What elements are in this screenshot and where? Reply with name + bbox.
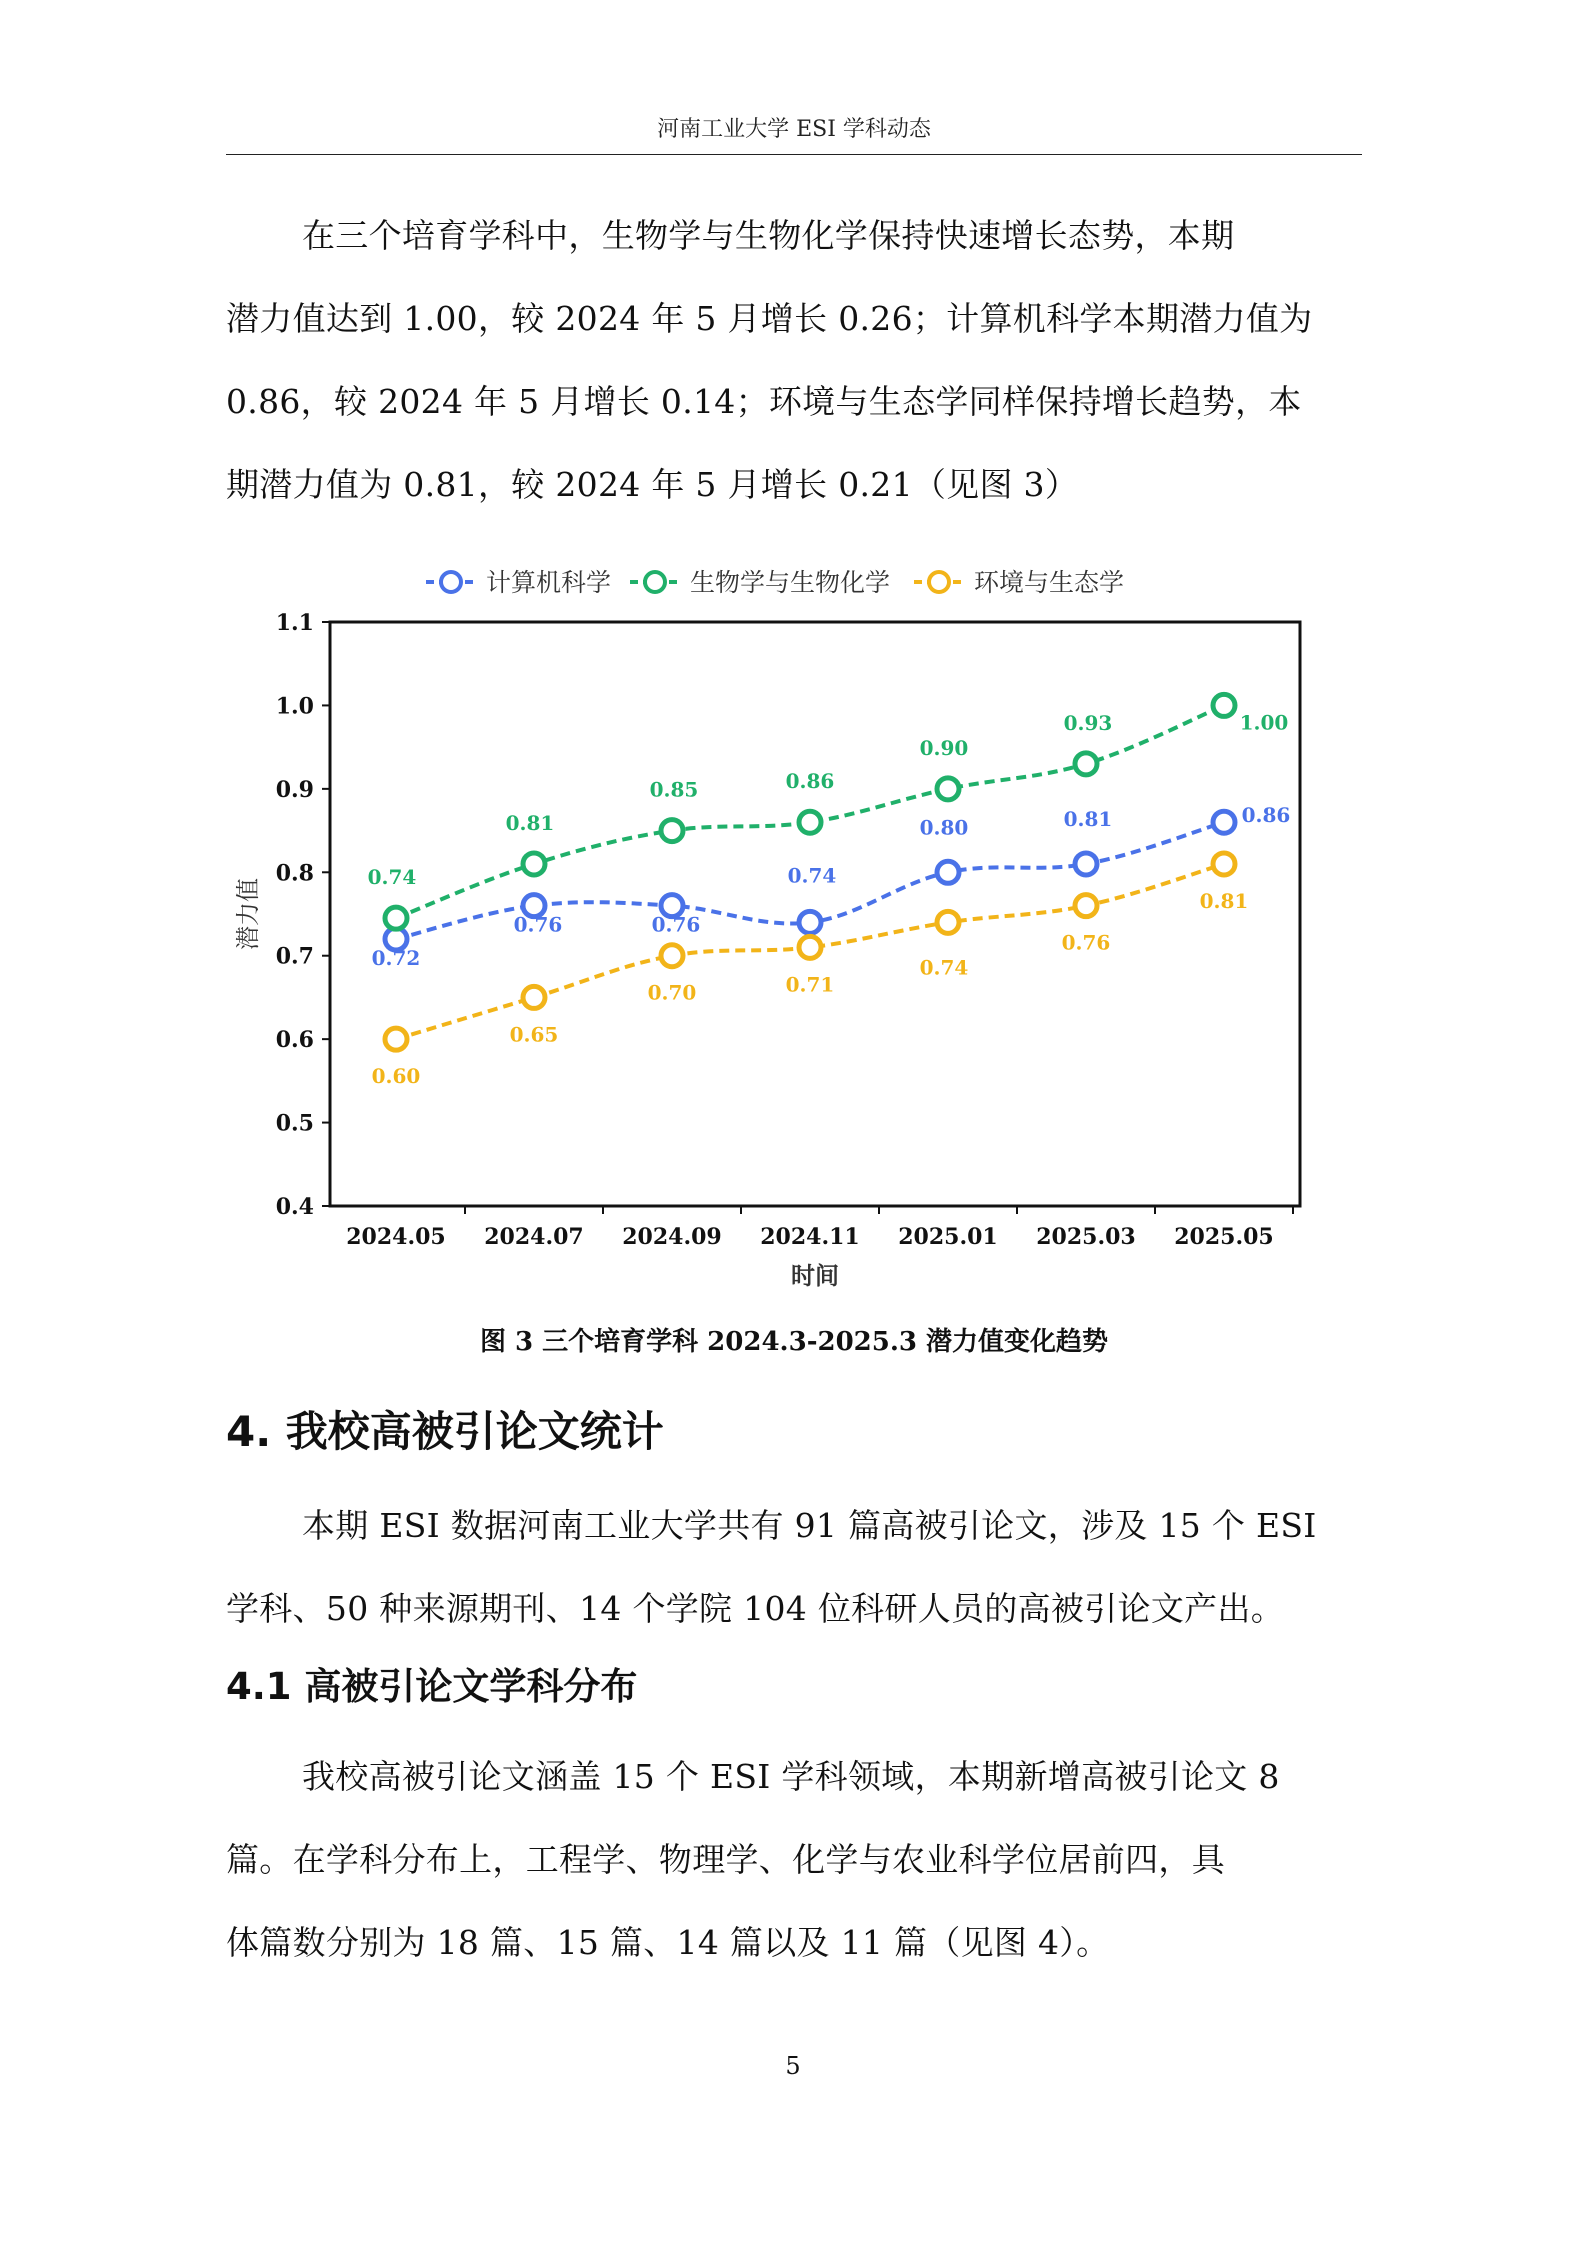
data-label: 0.76 bbox=[513, 912, 563, 937]
data-point bbox=[937, 911, 959, 933]
y-tick-label: 0.6 bbox=[275, 1027, 314, 1054]
data-label: 0.81 bbox=[1063, 806, 1113, 831]
paragraph-highly-cited-stats bbox=[226, 1484, 1362, 1650]
y-tick-label: 0.5 bbox=[275, 1110, 314, 1137]
data-label: 0.74 bbox=[787, 863, 837, 888]
paragraph-line: 本期 ESI 数据河南工业大学共有 91 篇高被引论文，涉及 15 个 ESI bbox=[302, 1506, 1317, 1545]
data-point bbox=[1075, 895, 1097, 917]
data-label: 0.60 bbox=[371, 1064, 421, 1089]
data-point bbox=[799, 811, 821, 833]
y-tick-label: 0.7 bbox=[275, 943, 314, 970]
y-tick-label: 0.9 bbox=[275, 776, 314, 803]
paragraph-potential-trend bbox=[226, 194, 1362, 526]
data-label: 0.74 bbox=[367, 865, 417, 890]
data-point bbox=[661, 945, 683, 967]
figure-caption: 图 3 三个培育学科 2024.3-2025.3 潜力值变化趋势 bbox=[479, 1327, 1109, 1357]
running-header-title: 河南工业大学 ESI 学科动态 bbox=[657, 117, 931, 142]
data-point bbox=[1213, 811, 1235, 833]
section-heading-4-1: 4.1 高被引论文学科分布 bbox=[226, 1665, 638, 1708]
data-label: 0.90 bbox=[919, 735, 969, 760]
x-axis-title: 时间 bbox=[791, 1261, 839, 1288]
data-label: 0.85 bbox=[649, 777, 699, 802]
data-label: 1.00 bbox=[1239, 710, 1289, 735]
running-header bbox=[226, 112, 1362, 155]
data-label: 0.93 bbox=[1063, 710, 1113, 735]
paragraph-line: 在三个培育学科中，生物学与生物化学保持快速增长态势，本期 bbox=[302, 216, 1235, 255]
legend-marker bbox=[441, 572, 461, 592]
data-point bbox=[385, 907, 407, 929]
data-point bbox=[523, 986, 545, 1008]
paragraph-line: 我校高被引论文涵盖 15 个 ESI 学科领域，本期新增高被引论文 8 bbox=[302, 1757, 1280, 1796]
data-point bbox=[1213, 853, 1235, 875]
data-label: 0.81 bbox=[1199, 888, 1249, 913]
data-label: 0.71 bbox=[785, 972, 835, 997]
data-label: 0.86 bbox=[785, 769, 835, 794]
data-point bbox=[1075, 853, 1097, 875]
data-point bbox=[799, 911, 821, 933]
y-axis-title: 潜力值 bbox=[234, 878, 262, 950]
data-label: 0.65 bbox=[509, 1022, 559, 1047]
x-tick-label: 2024.09 bbox=[622, 1224, 722, 1250]
data-point bbox=[523, 853, 545, 875]
paragraph-line: 篇。在学科分布上，工程学、物理学、化学与农业科学位居前四，具 bbox=[226, 1840, 1225, 1879]
y-tick-label: 1.0 bbox=[275, 693, 314, 720]
data-point bbox=[937, 861, 959, 883]
paragraph-line: 体篇数分别为 18 篇、15 篇、14 篇以及 11 篇（见图 4）。 bbox=[226, 1923, 1110, 1962]
paragraph-line: 0.86，较 2024 年 5 月增长 0.14；环境与生态学同样保持增长趋势，本 bbox=[226, 382, 1302, 421]
data-point bbox=[937, 778, 959, 800]
data-label: 0.80 bbox=[919, 815, 969, 840]
paragraph-line: 潜力值达到 1.00，较 2024 年 5 月增长 0.26；计算机科学本期潜力值为 bbox=[226, 299, 1313, 338]
data-label: 0.76 bbox=[651, 912, 701, 937]
x-tick-label: 2025.05 bbox=[1174, 1224, 1274, 1250]
x-tick-label: 2024.05 bbox=[346, 1224, 446, 1250]
legend-marker bbox=[645, 572, 665, 592]
paragraph-line: 学科、50 种来源期刊、14 个学院 104 位科研人员的高被引论文产出。 bbox=[226, 1589, 1285, 1628]
y-tick-label: 0.8 bbox=[275, 860, 314, 887]
paragraph-line: 期潜力值为 0.81，较 2024 年 5 月增长 0.21（见图 3） bbox=[226, 465, 1079, 504]
data-label: 0.72 bbox=[371, 946, 421, 971]
data-point bbox=[1213, 694, 1235, 716]
data-label: 0.74 bbox=[919, 955, 969, 980]
data-point bbox=[661, 820, 683, 842]
data-point bbox=[1075, 753, 1097, 775]
potential-value-line-chart bbox=[226, 548, 1362, 1288]
y-tick-label: 1.1 bbox=[275, 610, 314, 636]
x-tick-label: 2025.03 bbox=[1036, 1224, 1136, 1250]
data-point bbox=[799, 936, 821, 958]
data-point bbox=[385, 1028, 407, 1050]
data-label: 0.86 bbox=[1241, 803, 1291, 828]
data-label: 0.81 bbox=[505, 810, 555, 835]
data-label: 0.76 bbox=[1061, 930, 1111, 955]
section-heading-4: 4. 我校高被引论文统计 bbox=[226, 1407, 664, 1456]
legend-label: 计算机科学 bbox=[486, 568, 612, 597]
y-tick-label: 0.4 bbox=[275, 1194, 314, 1220]
data-label: 0.70 bbox=[647, 980, 697, 1005]
x-tick-label: 2024.07 bbox=[484, 1224, 584, 1250]
legend-label: 生物学与生物化学 bbox=[690, 568, 891, 597]
legend-label: 环境与生态学 bbox=[974, 568, 1125, 597]
page-number: 5 bbox=[785, 2052, 801, 2080]
legend-marker bbox=[929, 572, 949, 592]
paragraph-subject-distribution bbox=[226, 1735, 1362, 1984]
x-tick-label: 2024.11 bbox=[760, 1224, 860, 1250]
x-tick-label: 2025.01 bbox=[898, 1224, 998, 1250]
